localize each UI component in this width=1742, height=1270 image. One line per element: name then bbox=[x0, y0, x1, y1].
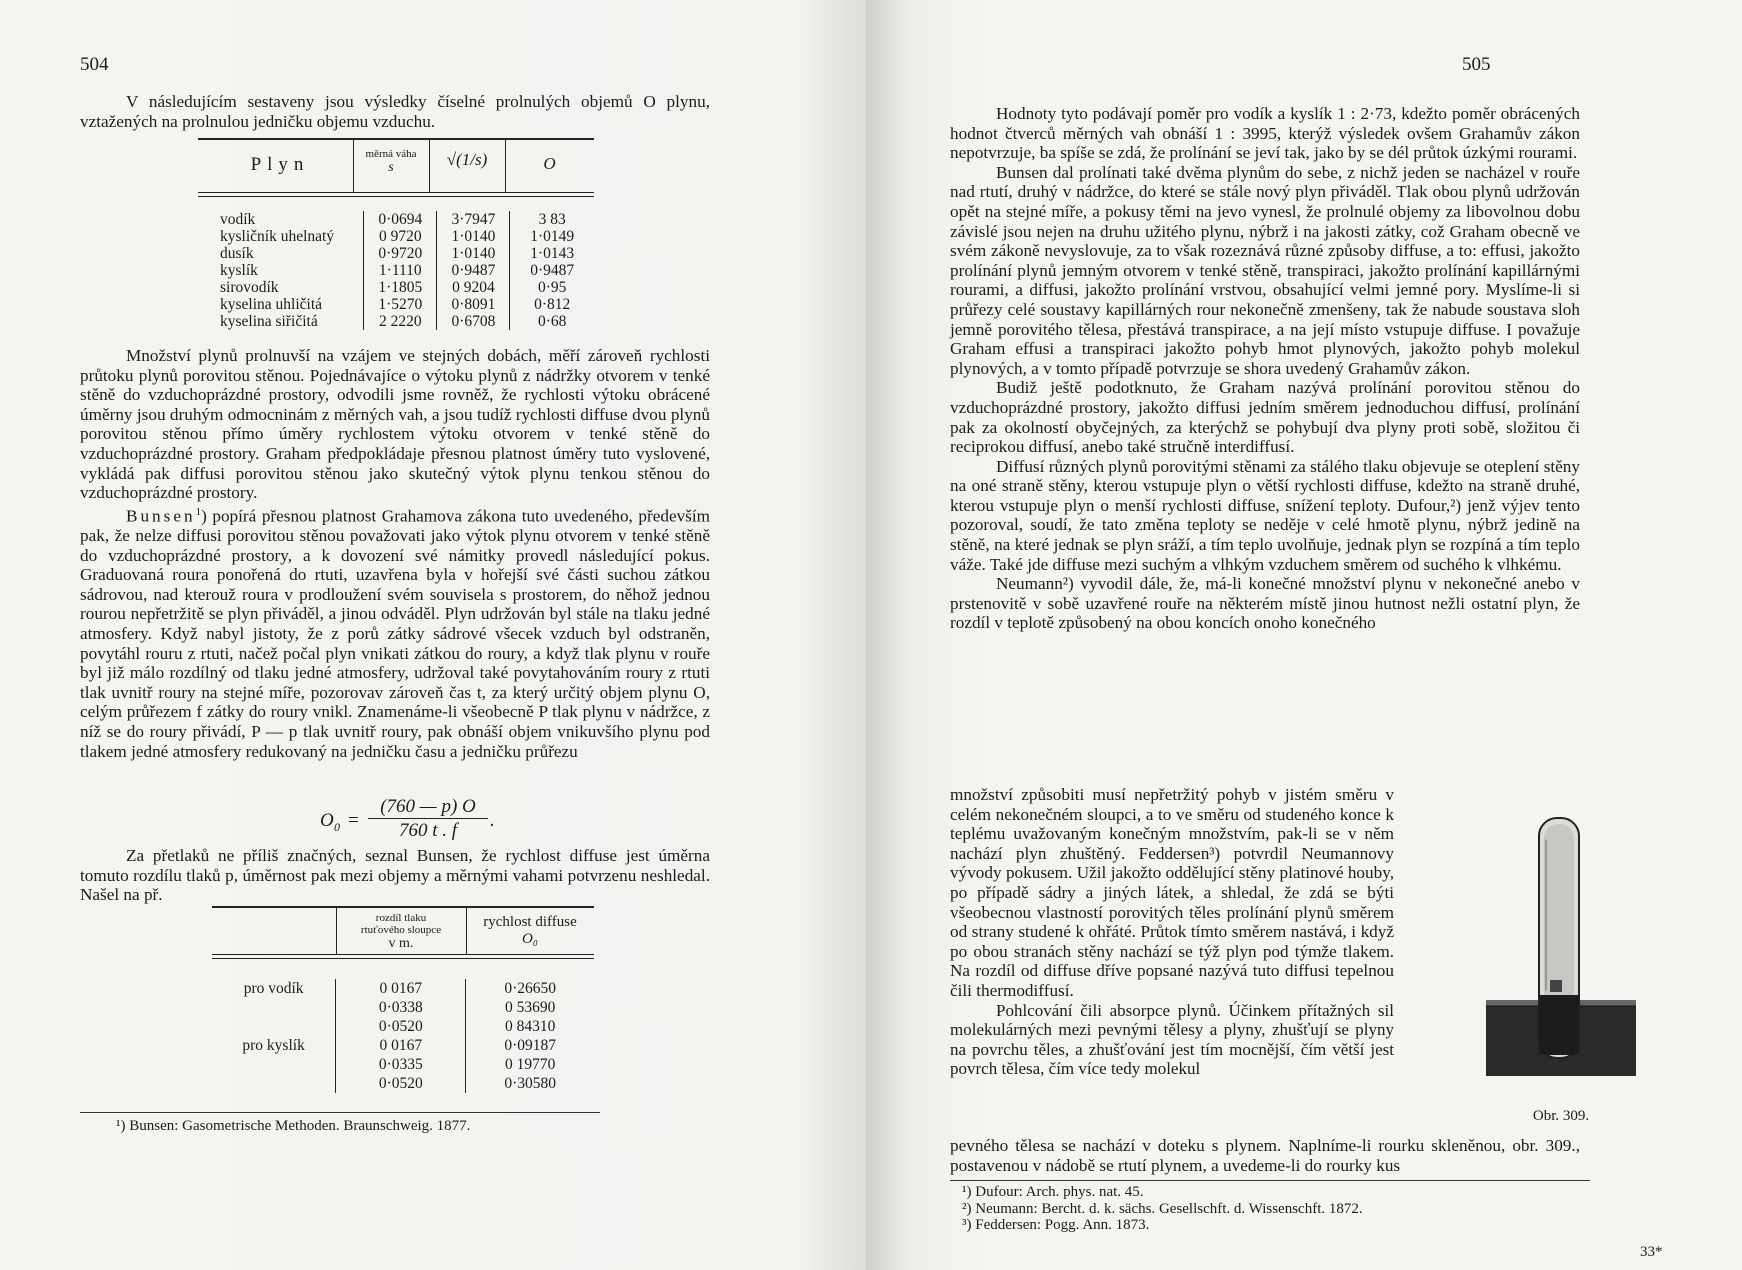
col-header-pressure bbox=[336, 912, 466, 952]
right-paragraph-4: Diffusí různých plynů porovitými stěnami za stálého tlaku objevuje se oteplení stěny na oné straně stěny, kterou vstupuje plyn o větší rychlosti diffuse, kdežto na straně druhé, kterou vstupuje plyn o menší rychlosti diffuse, snížení teploty. Dufour,²) jenž výjev tento pozoroval, soudí, že tato změna teploty se neděje v celé hmotě plynu, nýbrž jedině na stěně, na které jednak se plyn sráží, a tím teplo uvolňuje, jednak plyn se rozpíná a tím teplo váže. Také jde diffuse mezi suchým a vlhkým vzduchem směrem od suchého k vlhkému. bbox=[950, 456, 1580, 574]
weight-cell: 0 9720 bbox=[364, 228, 437, 245]
right-paragraph-6-cont: pevného tělesa se nachází v doteku s plynem. Naplníme-li rourku skleněnou, obr. 309., postavenou v nádobě se rtutí plynem, a uvedeme-li do rourky kus bbox=[950, 1136, 1580, 1175]
header-double-rule bbox=[212, 955, 594, 959]
gas-name-cell: sirovodík bbox=[220, 279, 279, 296]
gas-table-row bbox=[198, 245, 594, 262]
col-header-rate bbox=[466, 914, 594, 948]
right-paragraph-2: Bunsen dal prolínati také dvěma plynům do sebe, z nichž jeden se nacházel v rouře nad rtutí, druhý v nádržce, do které se stále nový plyn přiváděl. Tlak obou plynů udržován opět na stejné míře, a pokusy těmi na jevo vynesl, že prolnulé objemy za libovolnou dobu závislé jsou nejen na druhu užitého plynu, nýbrž i na jakosti zátky, což Graham obecně ve svém zákoně nevyslovuje, za to však rozeznává různé způsoby diffuse, a to: effusi, jakožto prolínání plynů jemným otvorem v tenké stěně, transpiraci, jakožto prolínání kapillárnými rourami, a diffusi, jakožto prolínání vrstvou, obsahující velmi jemné pory. Myslíme-li si průřezy celé soustavy kapillárných rour nekonečně zmenšeny, tak že nabude soustava sloh jemně porovitého tělesa, přestává transpirace, a na její místo vstupuje diffuse. I považuje Graham effusi a transpiraci jakožto pohyb hmot plynových, jakožto pohyb molekul plynových, a v tomto případě potvrzuje se shora uvedený Grahamův zákon. bbox=[950, 162, 1580, 378]
gas-table-row bbox=[198, 279, 594, 296]
gas-label-cell bbox=[212, 998, 336, 1017]
col-header-sqrt: √(1/s) bbox=[446, 150, 488, 169]
diffusion-table-row bbox=[212, 1074, 594, 1093]
gas-table-row bbox=[198, 228, 594, 245]
o-cell: 3 83 bbox=[510, 211, 594, 228]
footnote-1: ¹) Dufour: Arch. phys. nat. 45. bbox=[962, 1184, 1144, 1200]
o-cell: 0·68 bbox=[510, 313, 594, 330]
diffusion-table-row bbox=[212, 1017, 594, 1036]
gas-name-cell: kysličník uhelnatý bbox=[220, 228, 335, 245]
col-header-pressure-3: v m. bbox=[388, 936, 414, 951]
tube-in-mercury-illustration bbox=[1486, 810, 1636, 1100]
diffusion-table-header bbox=[212, 906, 594, 955]
gas-name-cell: kyselina uhličitá bbox=[220, 296, 323, 313]
gas-name-cell: kyslík bbox=[220, 262, 258, 279]
sqrt-cell: 1·0140 bbox=[437, 228, 510, 245]
o-cell: 0·95 bbox=[510, 279, 594, 296]
paragraph-2 bbox=[80, 503, 710, 761]
pressure-cell: 0 0167 bbox=[336, 979, 466, 998]
weight-cell: 0·9720 bbox=[364, 245, 437, 262]
diffusion-table-body bbox=[212, 979, 594, 1093]
page-number-left: 504 bbox=[80, 54, 109, 75]
diffusion-table-row bbox=[212, 998, 594, 1017]
intro-paragraph bbox=[80, 92, 710, 131]
col-header-rate-2: O₀ bbox=[521, 931, 539, 947]
rate-cell: 0 84310 bbox=[466, 1017, 594, 1036]
formula-denominator: 760 t . f bbox=[398, 820, 458, 841]
gas-name-cell: vodík bbox=[220, 211, 256, 228]
paragraph-3-text: Za přetlaků ne příliš značných, seznal Bunsen, že rychlost diffuse jest úměrna tomuto rozdílu tlaků p, úměrnost pak mezi objemy a měrnými vahami potvrzenu neshledal. Našel na př. bbox=[80, 846, 710, 905]
gas-label-cell bbox=[212, 1017, 336, 1036]
paragraph-main bbox=[80, 346, 710, 761]
weight-cell: 1·1805 bbox=[364, 279, 437, 296]
footnote-3: ³) Feddersen: Pogg. Ann. 1873. bbox=[962, 1217, 1150, 1233]
right-paragraph-3: Budiž ještě podotknuto, že Graham nazývá prolínání porovitou stěnou do vzduchoprázdné prostory, jakožto diffusi jedním směrem jednoduchou diffusí, prolínání pak za okolností obyčejných, za kterýchž se pohybují dva plyny proti sobě, složitou či reciprokou diffusí, anebo také stručně interdiffusí. bbox=[950, 378, 1580, 457]
header-double-rule bbox=[198, 193, 594, 197]
weight-cell: 2 2220 bbox=[364, 313, 437, 330]
col-header-o: O bbox=[543, 154, 556, 173]
gas-table-row bbox=[198, 296, 594, 313]
col-header-pressure-2: rtuťového sloupce bbox=[360, 924, 442, 936]
figure-caption: Obr. 309. bbox=[1532, 1108, 1590, 1124]
paragraph-2-text: ) popírá přesnou platnost Grahamova zákona tuto uvedeného, především pak, že nelze diffusi porovitou stěnou považovati jako výtok plynu otvorem v tenké stěně do vzduchoprázdné prostory, a k dovození své námitky provedl následující pokus. Graduovaná roura ponořená do rtuti, uzavřena byla v hořejší své části suchou zátkou sádrovou, nad kterouž roura v prodloužení svém souvisela s prostorem, do něhož jednou rourou nepřetržitě se plyn přiváděl, a jinou odváděl. Plyn udržován byl stále na tlaku jedné atmosfery. Když nabyl jistoty, že z porů zátky sádrové všecek vzduch byl odstraněn, povytáhl rouru z rtuti, načež počal plyn vnikati zátkou do roury, a když tlak plynu v rouře byl již málo rozdílný od tlaku jedné atmosfery, udržoval také povytahováním roury z rtuti tlak uvnitř roury na stejné míře, pozorovav zároveň čas t, za který určitý objem plynu O, celým průřezem f zátky do roury vnikl. Znamenáme-li všeobecně P tlak plynu v nádržce, z níž se do roury přivádí, P — p tlak uvnitř roury, pak obnáší objem vnikuvšího plynu pod tlakem jedné atmosfery redukovaný na jedničku času a jedničku průřezu bbox=[80, 506, 710, 761]
gas-table-row bbox=[198, 262, 594, 279]
col-header-weight-label: měrná váha bbox=[365, 148, 417, 160]
gas-name-cell: kyselina siřičitá bbox=[220, 313, 318, 330]
pressure-cell: 0·0335 bbox=[336, 1055, 466, 1074]
rate-cell: 0·09187 bbox=[466, 1036, 594, 1055]
author-bunsen: Bunsen bbox=[126, 506, 196, 526]
right-paragraph-5-cont: množství způsobiti musí nepřetržitý pohyb v jistém směru v celém nekonečném sloupci, a to ve směru od studeného konce k teplému uvažovaným konečným množstvím, pak-li se v něm nachází plyn zhuštěný. Feddersen³) potvrdil Neumannovy vývody pokusem. Užil jakožto oddělující stěny platinové houby, po případě sádry a jiných látek, a shledal, že zdá se býti všeobecnou vlastností porovitých těles prolínání plynů směrem od strany studené k ohřáté. Průtok tímto směrem nastává, i když po obou stranách stěny nachází se týž plyn pod týmže tlakem. Na rozdíl od diffuse dříve popsané nazývá tuto diffusi tepelnou čili thermodiffusí. bbox=[950, 785, 1394, 1000]
sqrt-cell: 0·8091 bbox=[437, 296, 510, 313]
rate-cell: 0·26650 bbox=[466, 979, 594, 998]
formula-end: . bbox=[490, 810, 495, 831]
formula bbox=[320, 796, 520, 846]
right-narrow-block bbox=[950, 785, 1394, 1079]
formula-eq: = bbox=[348, 810, 359, 831]
weight-cell: 1·5270 bbox=[364, 296, 437, 313]
intro-text: V následujícím sestaveny jsou výsledky číselné prolnulých objemů O plynu, vztažených na prolnulou jedničku objemu vzduchu. bbox=[80, 92, 710, 131]
gas-label-cell bbox=[212, 1055, 336, 1074]
formula-lhs: O bbox=[320, 810, 334, 831]
gas-table-body bbox=[198, 211, 594, 330]
gas-label-cell bbox=[212, 1074, 336, 1093]
o-cell: 0·9487 bbox=[510, 262, 594, 279]
o-cell: 1·0143 bbox=[510, 245, 594, 262]
diffusion-table-row bbox=[212, 1055, 594, 1074]
paragraph-1: Množství plynů prolnuvší na vzájem ve stejných dobách, měří zároveň rychlosti průtoku plynů porovitou stěnou. Pojednávajíce o výtoku plynů z nádržky otvorem v tenké stěně do vzduchoprázdné prostory, odvodili jsme rovněž, že rychlosti výtoku obrácené úměrny jsou druhým odmocninám z měrných vah, a jsou tudíž rychlosti diffuse dvou plynů porovitou stěnou přímo úměry rychlostem výtoku otvorem v tenké stěně do vzduchoprázdné prostory. Graham předpokládaje přesnou platnost úměry tuto vyslovené, vykládá pak diffusi porovitou stěnou jako skutečný výtok plynu tenkou stěnou do vzduchoprázdné prostory. bbox=[80, 346, 710, 503]
sqrt-cell: 1·0140 bbox=[437, 245, 510, 262]
figure-309 bbox=[1486, 810, 1636, 1100]
rate-cell: 0 53690 bbox=[466, 998, 594, 1017]
gas-table bbox=[198, 138, 594, 330]
weight-cell: 1·1110 bbox=[364, 262, 437, 279]
gas-table-row bbox=[198, 313, 594, 330]
o-cell: 0·812 bbox=[510, 296, 594, 313]
footnotes-right bbox=[962, 1184, 1602, 1234]
right-bottom-block bbox=[950, 1136, 1580, 1175]
paragraph-3 bbox=[80, 846, 710, 905]
col-header-gas: Plyn bbox=[250, 154, 310, 175]
col-header-rate-1: rychlost diffuse bbox=[483, 914, 577, 930]
right-text-block bbox=[950, 104, 1580, 633]
right-paragraph-6: Pohlcování čili absorpce plynů. Účinkem přítažných sil molekulárných mezi pevnými tělesy a plyny, zhušťují se plyny na povrchu těles, a zhušťování jest tím mocnější, čím větší jest povrch tělesa, čím více tedy molekul bbox=[950, 1000, 1394, 1079]
col-header-weight bbox=[353, 148, 429, 176]
gas-name-cell: dusík bbox=[220, 245, 254, 262]
formula-numerator: (760 — p) O bbox=[368, 796, 488, 819]
gas-label-cell: pro kyslík bbox=[242, 1037, 305, 1054]
right-paragraph-5: Neumann²) vyvodil dále, že, má-li konečné množství plynu v nekonečné anebo v prstenovitě v sobě uzavřené rouře na některém místě jinou hutnost nežli ostatní plyn, že rozdíl v teplotě způsobený na obou koncích onoho konečného bbox=[950, 574, 1580, 633]
diffusion-table-row bbox=[212, 979, 594, 998]
gas-table-header bbox=[198, 138, 594, 193]
sqrt-cell: 3·7947 bbox=[437, 211, 510, 228]
sqrt-cell: 0·9487 bbox=[437, 262, 510, 279]
left-page bbox=[0, 0, 866, 1270]
o-cell: 1·0149 bbox=[510, 228, 594, 245]
sqrt-cell: 0 9204 bbox=[437, 279, 510, 296]
footnote-left: ¹) Bunsen: Gasometrische Methoden. Braunschweig. 1877. bbox=[116, 1118, 471, 1134]
pressure-cell: 0 0167 bbox=[336, 1036, 466, 1055]
sqrt-cell: 0·6708 bbox=[437, 313, 510, 330]
footnote-ref: 1 bbox=[195, 505, 202, 518]
rate-cell: 0 19770 bbox=[466, 1055, 594, 1074]
right-page bbox=[866, 0, 1742, 1270]
right-paragraph-1: Hodnoty tyto podávají poměr pro vodík a kyslík 1 : 2·73, kdežto poměr obrácených hodnot čtverců měrných vah obnáší 1 : 3995, kterýž výsledek ovšem Grahamův zákon nepotvrzuje, ba spíše se zdá, že prolínání se jeví tak, jako by se dél průtok úzkými rourami. bbox=[950, 104, 1580, 163]
col-header-pressure-1: rozdíl tlaku bbox=[375, 912, 427, 924]
col-header-weight-symbol: s bbox=[388, 160, 394, 175]
pressure-cell: 0·0338 bbox=[336, 998, 466, 1017]
pressure-cell: 0·0520 bbox=[336, 1017, 466, 1036]
footnote-2: ²) Neumann: Bercht. d. k. sächs. Gesellschft. d. Wissenschft. 1872. bbox=[962, 1200, 1363, 1217]
rate-cell: 0·30580 bbox=[466, 1074, 594, 1093]
weight-cell: 0·0694 bbox=[364, 211, 437, 228]
gas-table-row bbox=[198, 211, 594, 228]
diffusion-table bbox=[212, 906, 594, 1093]
gas-label-cell: pro vodík bbox=[243, 980, 304, 997]
signature-mark: 33* bbox=[1640, 1244, 1663, 1260]
formula-lhs-sub: 0 bbox=[334, 820, 340, 834]
footnote-rule bbox=[80, 1112, 600, 1113]
footnote-rule-right bbox=[950, 1180, 1590, 1181]
diffusion-table-row bbox=[212, 1036, 594, 1055]
page-number-right: 505 bbox=[1462, 54, 1491, 75]
pressure-cell: 0·0520 bbox=[336, 1074, 466, 1093]
